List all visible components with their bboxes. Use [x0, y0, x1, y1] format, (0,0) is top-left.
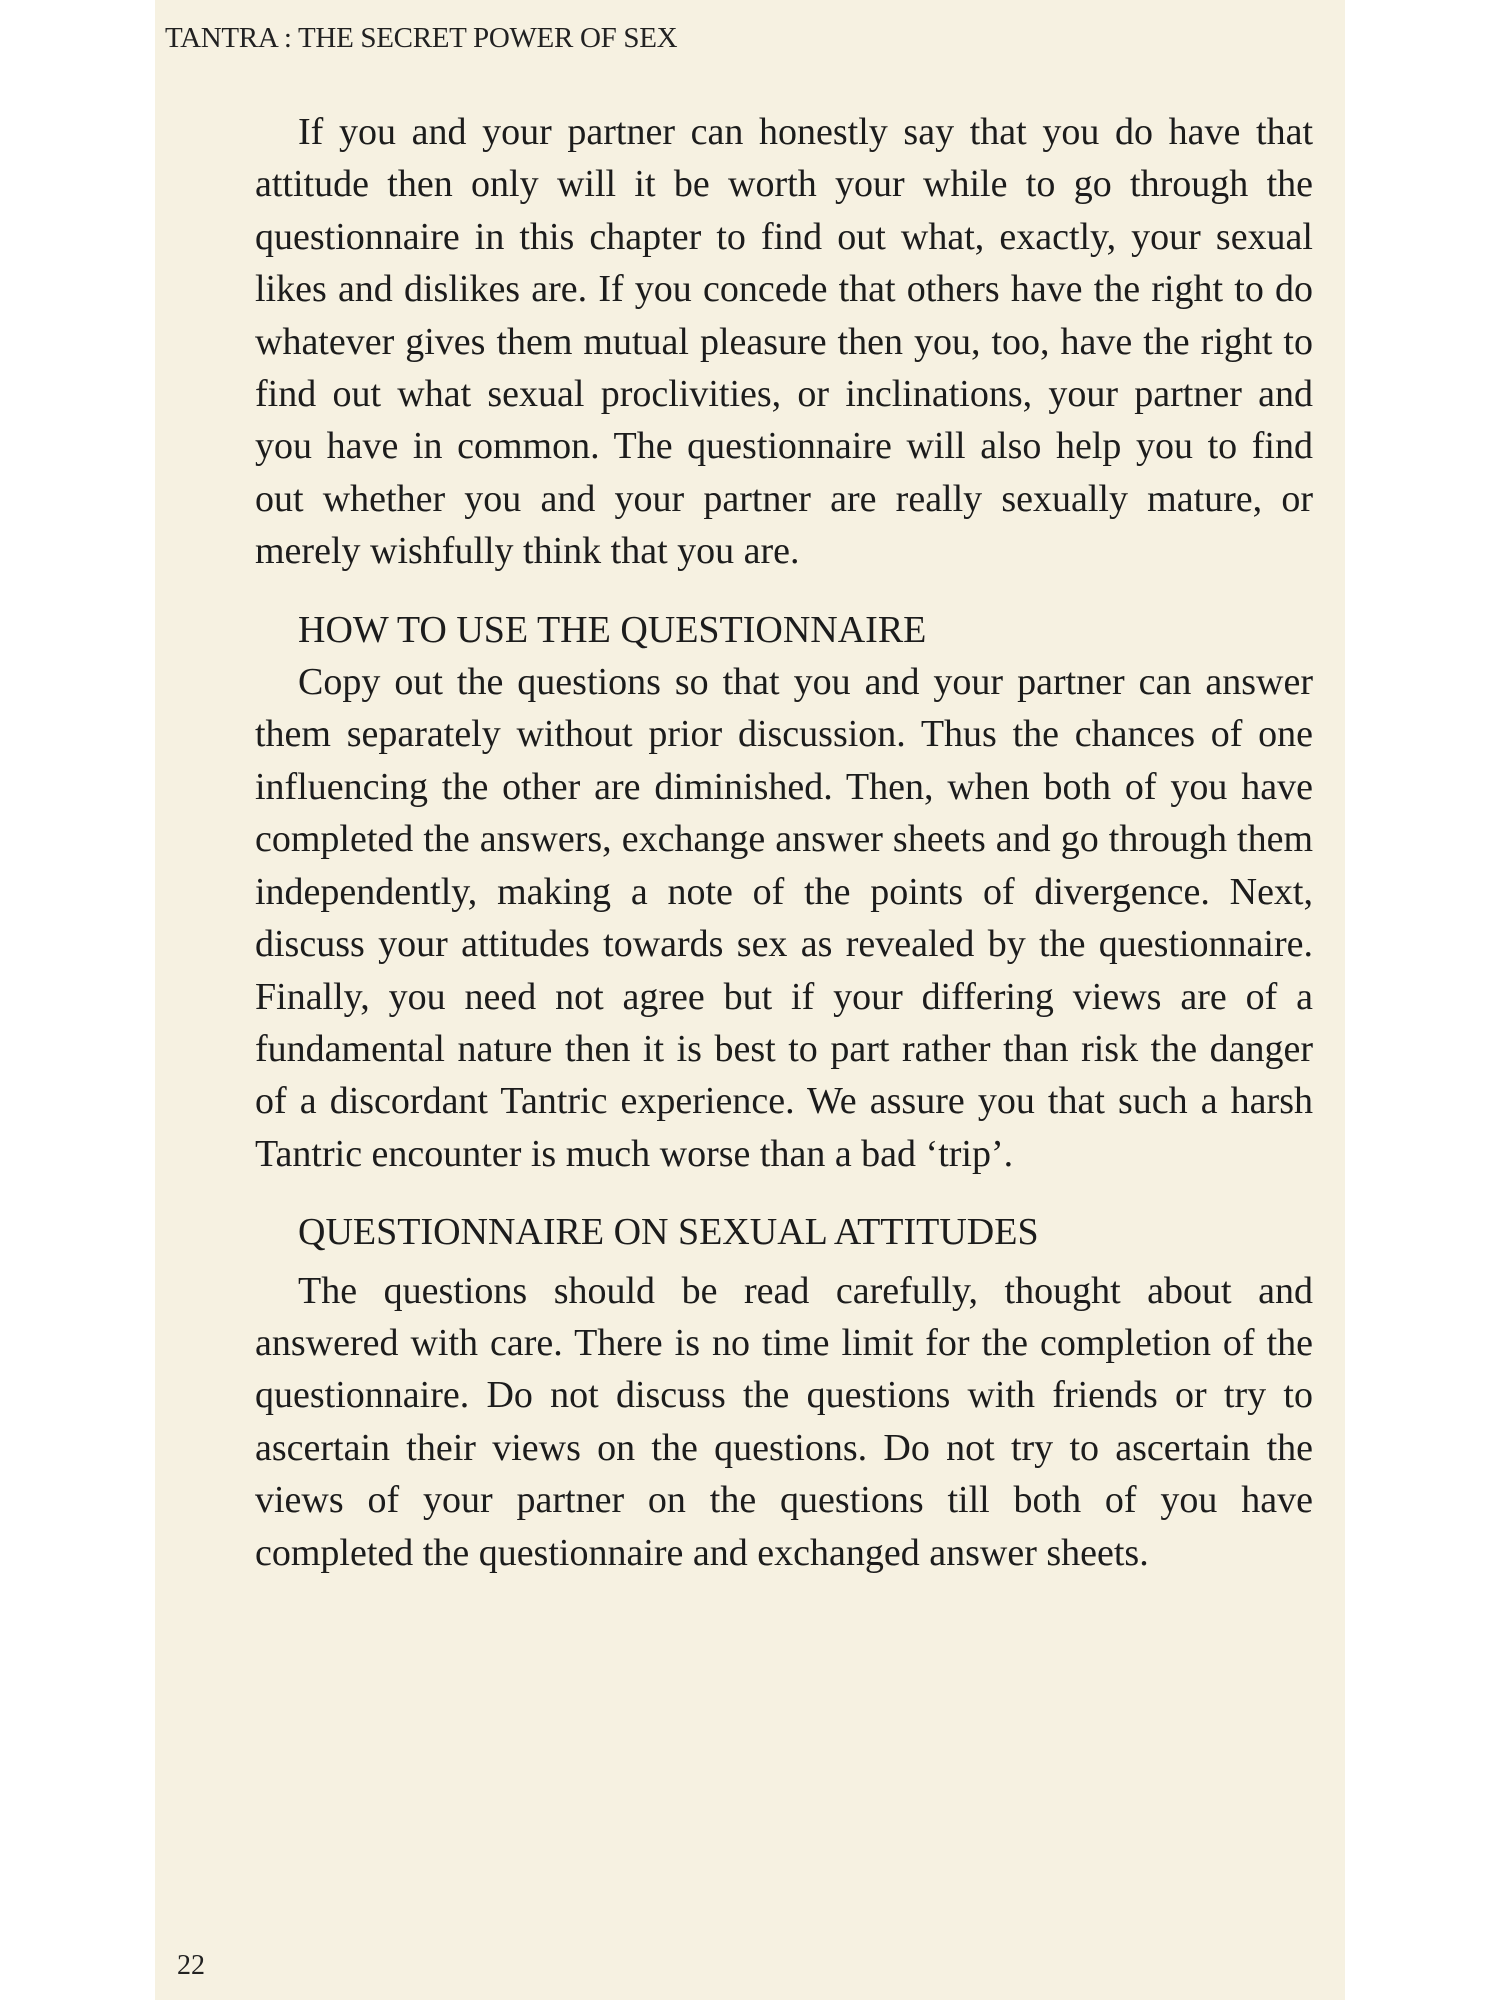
page-number: 22 — [177, 1950, 205, 1981]
paragraph-intro: If you and your partner can honestly say that you do have that attitude then only will it be worth your while to go through the questionnaire in this chapter to find out what, exactly, your sexual likes and dislikes are. If you concede that others have the right to do whatever gives them mutual pleasure then you, too, have the right to find out what sexual proclivities, or inclinations, your partner and you have in common. The questionnaire will also help you to find out whether you and your partner are really sexually mature, or merely wishfully think that you are. — [255, 111, 1313, 573]
page-body — [255, 106, 1313, 1579]
heading-questionnaire: QUESTIONNAIRE ON SEXUAL ATTITUDES — [298, 1211, 1039, 1254]
book-page — [155, 0, 1345, 2000]
running-head: TANTRA : THE SECRET POWER OF SEX — [165, 22, 678, 54]
heading-how-to-use: HOW TO USE THE QUESTIONNAIRE — [298, 608, 927, 651]
paragraph-how-to-use: Copy out the questions so that you and your partner can answer them separately without prior discussion. Thus the chances of one influencing the other are diminished. Then, when both of you have completed the answers, exchange answer sheets and go through them independently, making a note of the points of divergence. Next, discuss your attitudes towards sex as revealed by the questionnaire. Finally, you need not agree but if your differing views are of a fundamental nature then it is best to part rather than risk the danger of a discordant Tantric experience. We assure you that such a harsh Tantric encounter is much worse than a bad ‘trip’. — [255, 661, 1313, 1175]
paragraph-questionnaire: The questions should be read carefully, thought about and answered with care. There is no time limit for the completion of the questionnaire. Do not discuss the questions with friends or try to ascertain their views on the questions. Do not try to ascertain the views of your partner on the questions till both of you have completed the questionnaire and exchanged answer sheets. — [255, 1269, 1313, 1574]
